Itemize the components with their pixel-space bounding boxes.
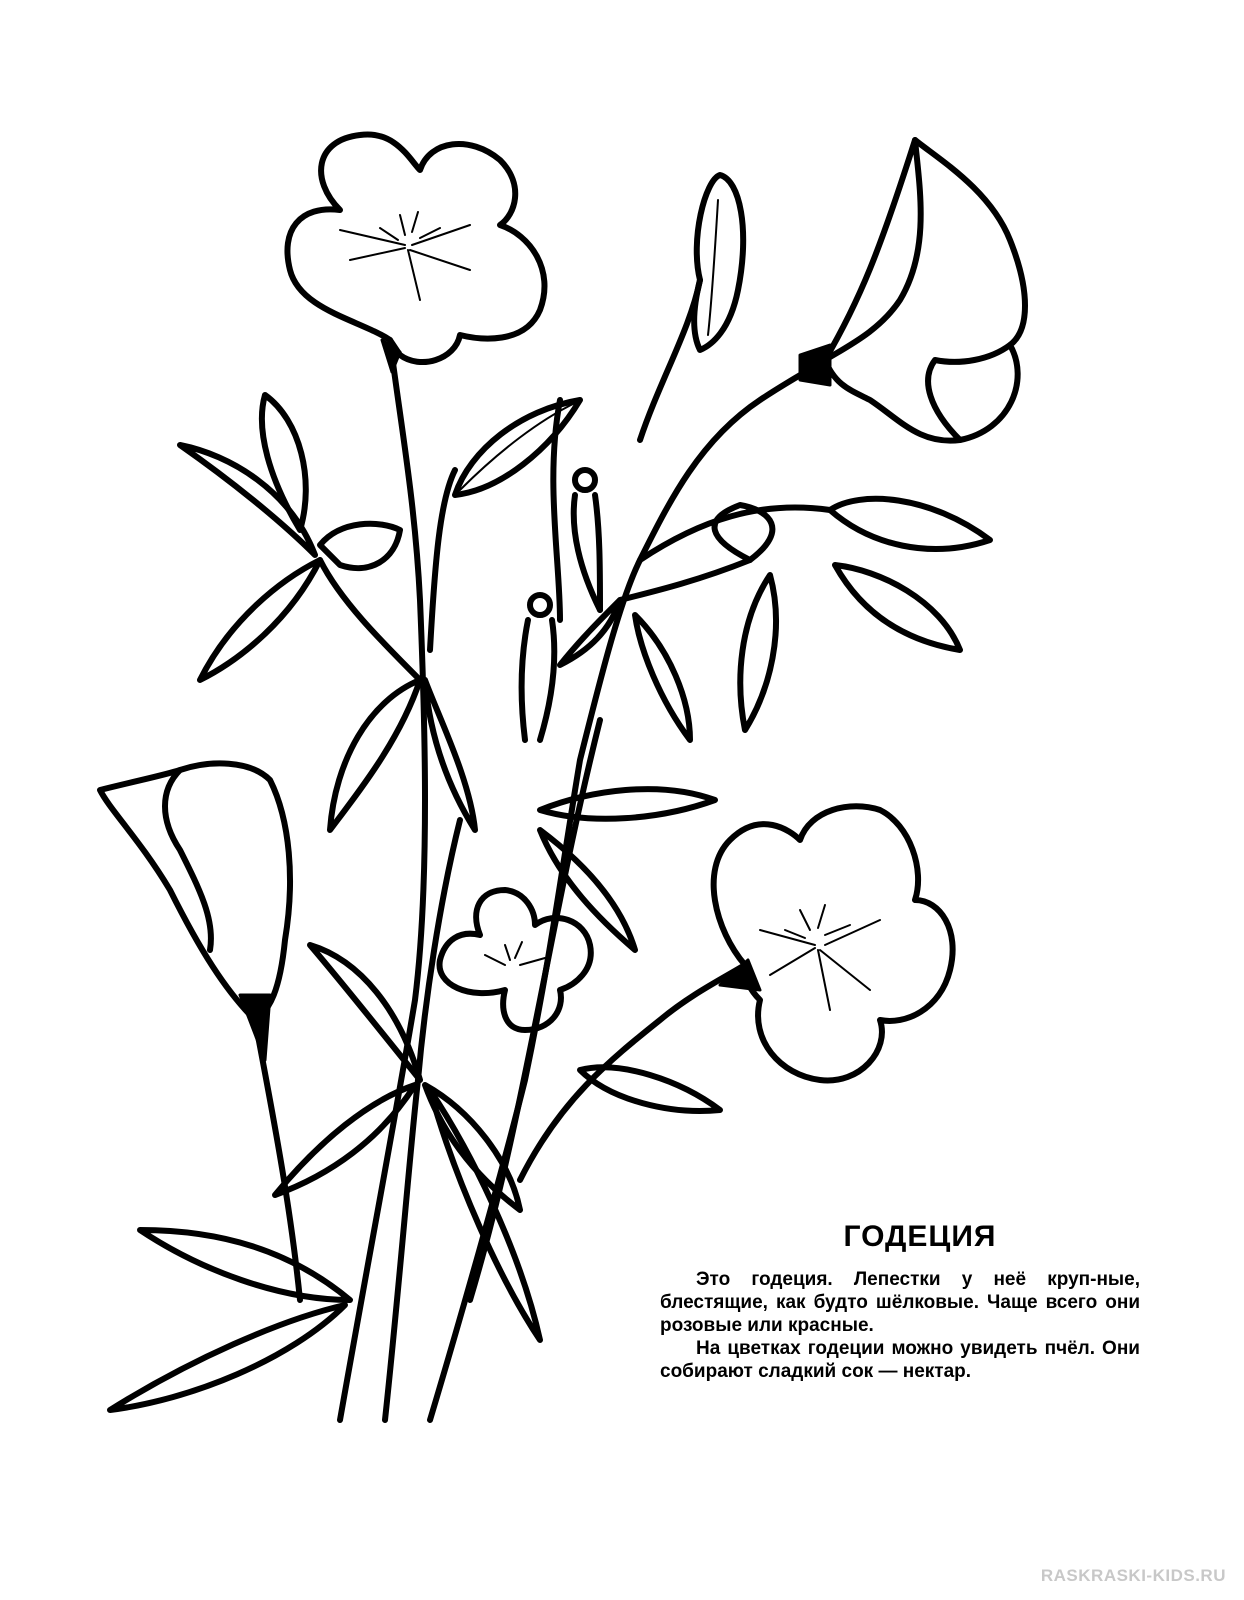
description-paragraph-1: Это годеция. Лепестки у неё круп-ные, блестящие, как будто шёлковые. Чаще всего они розовые или красные. [660, 1269, 1140, 1336]
description-paragraph-2: На цветках годеции можно увидеть пчёл. Они собирают сладкий сок — нектар. [660, 1338, 1140, 1382]
bud-top-center [694, 175, 743, 350]
flower-left-bell [100, 763, 290, 1060]
page-title: ГОДЕЦИЯ [843, 1220, 997, 1253]
site-watermark: RASKRASKI-KIDS.RU [1040, 1566, 1226, 1585]
description-text-block [660, 1220, 1140, 1383]
flower-right-lower [714, 806, 953, 1080]
flower-top-right [800, 140, 1025, 441]
flower-small-center [440, 890, 591, 1030]
flower-top-left [287, 134, 544, 372]
